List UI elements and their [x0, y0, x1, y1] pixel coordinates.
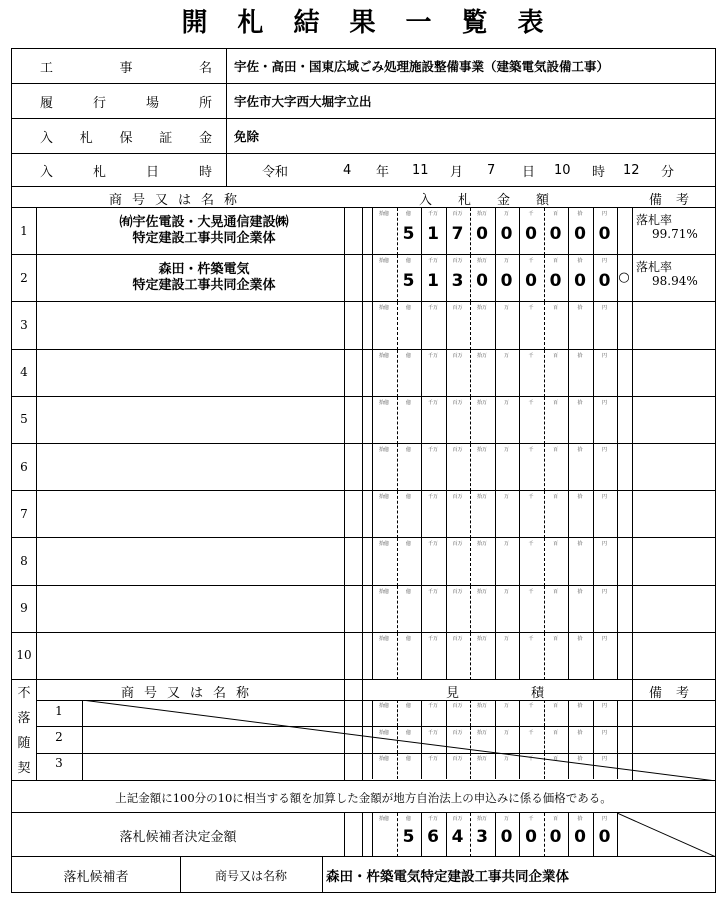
bid-digit: 0 — [525, 270, 537, 291]
row-number: 10 — [16, 648, 32, 663]
datetime-row — [12, 154, 715, 187]
winner-label: 落札候補者 — [12, 857, 181, 893]
digit-unit-label: 千 — [528, 588, 534, 595]
digit-unit-label: 百万 — [452, 541, 463, 548]
digit-unit-label: 拾万 — [476, 635, 487, 642]
row-number: 8 — [20, 553, 28, 568]
digit-unit-label: 百万 — [452, 352, 463, 359]
digit-separator — [617, 727, 618, 753]
bid-row — [12, 538, 715, 585]
digit-unit-label: 億 — [405, 447, 411, 453]
digit-unit-label: 拾億 — [378, 399, 389, 406]
decided-digit: 0 — [549, 827, 562, 847]
column-divider — [632, 208, 633, 254]
digit-unit-label: 万 — [503, 352, 509, 359]
row-number: 3 — [20, 317, 28, 332]
column-divider — [362, 491, 363, 537]
digit-unit-label: 億 — [405, 816, 411, 822]
bond-row — [12, 119, 715, 154]
bid-row — [12, 255, 715, 302]
digit-unit-label: 百 — [552, 756, 558, 762]
month-unit: 月 — [450, 164, 464, 180]
digit-separator — [617, 586, 618, 633]
column-divider — [362, 444, 363, 490]
digit-unit-label: 百万 — [452, 494, 463, 501]
digit-unit-label: 千万 — [427, 588, 438, 595]
digit-unit-label: 百 — [552, 494, 558, 501]
digit-unit-label: 万 — [503, 756, 509, 762]
column-divider — [36, 586, 37, 632]
digit-unit-label: 円 — [601, 211, 607, 217]
digit-unit-label: 拾億 — [378, 211, 389, 217]
decided-digit: 3 — [476, 827, 488, 847]
digit-unit-label: 千 — [528, 399, 534, 406]
column-divider — [36, 397, 37, 443]
remark-value: 99.71% — [652, 227, 698, 241]
column-divider — [632, 538, 633, 584]
digit-separator — [617, 813, 618, 857]
digit-unit-label: 拾 — [577, 352, 583, 359]
digit-separator — [617, 753, 618, 779]
year-value: 4 — [343, 162, 352, 178]
bid-row — [12, 586, 715, 633]
digit-unit-label: 拾 — [577, 541, 583, 548]
digit-unit-label: 拾億 — [378, 703, 389, 709]
column-divider — [344, 491, 345, 537]
column-divider — [362, 813, 363, 857]
bid-digit: 0 — [598, 223, 611, 244]
digit-unit-label: 千 — [528, 703, 534, 709]
column-divider — [632, 633, 633, 679]
page-title: 開札結果一覧表 — [181, 8, 574, 38]
row-number: 7 — [20, 506, 28, 521]
digit-unit-label: 拾億 — [378, 352, 389, 359]
company-name-line1: 森田・杵築電気 — [158, 262, 250, 278]
digit-unit-label: 千万 — [427, 352, 438, 359]
digit-unit-label: 拾 — [577, 258, 583, 265]
digit-separator — [617, 633, 618, 680]
column-divider — [344, 633, 345, 679]
bid-digit: 0 — [549, 270, 562, 291]
digit-unit-label: 百万 — [452, 211, 463, 217]
negotiated-side-char: 契 — [17, 761, 31, 776]
column-divider — [36, 538, 37, 584]
column-divider — [632, 586, 633, 632]
digit-unit-label: 千万 — [427, 305, 438, 312]
digit-unit-label: 千 — [528, 541, 534, 548]
bid-digit: 7 — [451, 223, 464, 244]
column-divider — [632, 491, 633, 537]
digit-unit-label: 拾億 — [378, 494, 389, 501]
winner-mark: ○ — [618, 269, 630, 285]
digit-unit-label: 万 — [503, 588, 509, 595]
digit-separator — [617, 491, 618, 538]
bid-digit: 0 — [525, 223, 537, 244]
bid-row — [12, 350, 715, 397]
digit-unit-label: 円 — [601, 703, 607, 709]
negotiated-side-char: 随 — [17, 736, 31, 751]
bid-digit: 0 — [574, 223, 586, 244]
digit-unit-label: 万 — [503, 447, 509, 453]
digit-unit-label: 万 — [503, 399, 509, 406]
column-divider — [344, 538, 345, 584]
digit-unit-label: 億 — [405, 756, 411, 762]
column-divider — [362, 586, 363, 632]
bid-digit: 3 — [451, 270, 464, 291]
negotiated-header-remarks: 備考 — [648, 686, 703, 701]
digit-unit-label: 円 — [601, 494, 607, 501]
digit-unit-label: 百 — [552, 541, 558, 548]
minute-value: 12 — [623, 162, 640, 178]
digit-unit-label: 円 — [601, 447, 607, 453]
digit-unit-label: 億 — [405, 352, 411, 359]
digit-unit-label: 万 — [503, 258, 509, 265]
column-divider — [36, 491, 37, 537]
footnote-row — [12, 781, 715, 813]
column-divider — [36, 633, 37, 679]
digit-unit-label: 拾万 — [476, 352, 487, 359]
digit-unit-label: 拾億 — [378, 729, 389, 736]
header-remarks: 備考 — [648, 193, 703, 208]
company-name-line1: ㈲宇佐電設・大晃通信建設㈱ — [119, 215, 289, 230]
digit-unit-label: 千 — [528, 729, 534, 736]
column-divider — [344, 813, 345, 857]
digit-unit-label: 億 — [405, 703, 411, 709]
digit-unit-label: 万 — [503, 541, 509, 548]
digit-unit-label: 千万 — [427, 816, 438, 822]
column-divider — [36, 444, 37, 490]
digit-unit-label: 万 — [503, 305, 509, 312]
digit-unit-label: 百 — [552, 703, 558, 709]
digit-separator — [617, 444, 618, 491]
digit-unit-label: 拾 — [577, 399, 583, 406]
winner-name: 森田・杵築電気特定建設工事共同企業体 — [326, 869, 569, 885]
digit-separator — [617, 538, 618, 585]
digit-unit-label: 千万 — [427, 399, 438, 406]
negotiated-row-number: 2 — [55, 730, 63, 744]
digit-unit-label: 億 — [405, 399, 411, 406]
digit-unit-label: 百 — [552, 729, 558, 736]
column-divider — [36, 350, 37, 396]
digit-unit-label: 拾億 — [378, 305, 389, 312]
column-divider — [344, 586, 345, 632]
digit-unit-label: 百万 — [452, 729, 463, 736]
digit-unit-label: 百 — [552, 588, 558, 595]
digit-unit-label: 拾万 — [476, 447, 487, 453]
bid-digit: 0 — [500, 270, 513, 291]
winner-name-label: 商号又は名称 — [180, 857, 323, 893]
negotiated-header-name: 商号又は名称 — [120, 686, 259, 701]
header-bid-amount: 入札金額 — [418, 193, 575, 208]
digit-separator — [617, 208, 618, 255]
digit-unit-label: 拾万 — [476, 703, 487, 709]
location-value: 宇佐市大字西大堀字立出 — [234, 94, 372, 109]
digit-unit-label: 千万 — [427, 703, 438, 709]
hour-value: 10 — [554, 162, 571, 178]
bid-digit: 0 — [549, 223, 562, 244]
digit-unit-label: 億 — [405, 211, 411, 217]
bond-value: 免除 — [234, 129, 260, 144]
row-number: 6 — [20, 459, 28, 474]
digit-unit-label: 千万 — [427, 211, 438, 217]
digit-unit-label: 円 — [601, 541, 607, 548]
negotiated-header-estimate: 見 積 — [445, 686, 548, 701]
bid-digit: 1 — [427, 223, 439, 244]
digit-unit-label: 拾 — [577, 703, 583, 709]
digit-unit-label: 拾億 — [378, 541, 389, 548]
project-name-value: 宇佐・高田・国東広域ごみ処理施設整備事業（建築電気設備工事） — [234, 59, 610, 74]
digit-unit-label: 千 — [528, 211, 534, 217]
bid-row — [12, 397, 715, 444]
digit-unit-label: 円 — [601, 352, 607, 359]
digit-unit-label: 百万 — [452, 258, 463, 265]
digit-unit-label: 千万 — [427, 447, 438, 453]
bid-digit: 0 — [476, 270, 488, 291]
column-divider — [344, 302, 345, 348]
digit-unit-label: 百 — [552, 399, 558, 406]
location-label: 履 行 場 所 — [12, 84, 227, 118]
decided-digit: 0 — [598, 827, 611, 847]
column-divider — [632, 444, 633, 490]
digit-unit-label: 千万 — [427, 541, 438, 548]
digit-unit-label: 百万 — [452, 588, 463, 595]
column-divider — [362, 397, 363, 443]
decided-digit: 0 — [574, 827, 586, 847]
digit-unit-label: 拾億 — [378, 258, 389, 265]
column-divider — [344, 350, 345, 396]
digit-unit-label: 拾 — [577, 305, 583, 312]
remark-value: 98.94% — [652, 274, 698, 289]
bid-row — [12, 633, 715, 680]
digit-unit-label: 千 — [528, 258, 534, 265]
digit-unit-label: 拾億 — [378, 635, 389, 642]
digit-unit-label: 千万 — [427, 635, 438, 642]
location-row — [12, 84, 715, 119]
decided-amount-label: 落札候補者決定金額 — [119, 830, 237, 845]
digit-unit-label: 百万 — [452, 756, 463, 762]
bid-row — [12, 302, 715, 349]
negotiated-row-number: 1 — [55, 704, 63, 718]
digit-unit-label: 百 — [552, 447, 558, 453]
row-number: 4 — [20, 365, 28, 380]
column-divider — [362, 633, 363, 679]
column-divider — [362, 350, 363, 396]
negotiated-side-char: 不 — [17, 686, 31, 701]
bid-digit: 0 — [476, 223, 488, 244]
digit-unit-label: 拾万 — [476, 399, 487, 406]
year-unit: 年 — [376, 164, 390, 180]
column-divider — [632, 350, 633, 396]
digit-unit-label: 千 — [528, 635, 534, 642]
column-divider — [36, 208, 37, 254]
digit-unit-label: 億 — [405, 635, 411, 642]
digit-unit-label: 千 — [528, 305, 534, 312]
column-divider — [36, 302, 37, 348]
bid-row — [12, 444, 715, 491]
digit-unit-label: 円 — [601, 305, 607, 312]
bond-label: 入 札 保 証 金 — [12, 119, 227, 153]
digit-unit-label: 億 — [405, 588, 411, 595]
bid-row — [12, 208, 715, 255]
digit-unit-label: 千 — [528, 816, 534, 822]
negotiated-box — [12, 680, 715, 781]
decided-digit: 4 — [451, 827, 464, 847]
digit-unit-label: 拾万 — [476, 816, 487, 822]
digit-unit-label: 円 — [601, 588, 607, 595]
digit-unit-label: 拾 — [577, 494, 583, 501]
strike-diagonal — [617, 813, 716, 857]
digit-separator — [617, 350, 618, 397]
digit-unit-label: 億 — [405, 729, 411, 736]
bid-row — [12, 491, 715, 538]
column-divider — [632, 255, 633, 301]
column-divider — [632, 302, 633, 348]
column-divider — [362, 538, 363, 584]
datetime-label: 入 札 日 時 — [12, 154, 227, 186]
digit-unit-label: 拾億 — [378, 588, 389, 595]
digit-unit-label: 万 — [503, 703, 509, 709]
bid-digit: 5 — [402, 223, 415, 244]
digit-unit-label: 拾万 — [476, 729, 487, 736]
digit-unit-label: 億 — [405, 305, 411, 312]
digit-unit-label: 拾 — [577, 211, 583, 217]
month-value: 11 — [412, 162, 429, 178]
row-number: 2 — [20, 270, 28, 285]
digit-unit-label: 拾万 — [476, 211, 487, 217]
day-unit: 日 — [522, 164, 536, 180]
column-divider — [632, 397, 633, 443]
bid-digit: 0 — [574, 270, 586, 291]
digit-unit-label: 万 — [503, 494, 509, 501]
digit-unit-label: 万 — [503, 211, 509, 217]
decided-digit: 0 — [500, 827, 513, 847]
decided-digit: 0 — [525, 827, 537, 847]
row-number: 9 — [20, 601, 28, 616]
digit-unit-label: 円 — [601, 729, 607, 736]
digit-unit-label: 百 — [552, 635, 558, 642]
decided-digit: 6 — [427, 827, 439, 847]
digit-unit-label: 百 — [552, 305, 558, 312]
hour-unit: 時 — [592, 164, 606, 180]
company-name-line2: 特定建設工事共同企業体 — [132, 231, 276, 246]
bid-digit: 0 — [598, 270, 611, 291]
digit-unit-label: 拾億 — [378, 756, 389, 762]
digit-unit-label: 拾万 — [476, 258, 487, 265]
project-name-row — [12, 49, 715, 84]
digit-unit-label: 円 — [601, 816, 607, 822]
bid-digit: 1 — [427, 270, 439, 291]
column-divider — [344, 444, 345, 490]
digit-unit-label: 拾万 — [476, 756, 487, 762]
digit-unit-label: 千万 — [427, 494, 438, 501]
era-label: 令和 — [262, 164, 289, 180]
digit-unit-label: 千万 — [427, 729, 438, 736]
minute-unit: 分 — [661, 164, 675, 180]
decided-digit: 5 — [402, 827, 415, 847]
digit-separator — [617, 397, 618, 444]
digit-unit-label: 円 — [601, 258, 607, 265]
digit-unit-label: 千 — [528, 447, 534, 453]
digit-unit-label: 億 — [405, 494, 411, 501]
digit-unit-label: 拾 — [577, 447, 583, 453]
digit-unit-label: 万 — [503, 729, 509, 736]
digit-unit-label: 拾万 — [476, 305, 487, 312]
bid-table-header — [12, 187, 715, 208]
remark-label: 落札率 — [636, 260, 673, 275]
negotiated-row-number: 3 — [55, 756, 63, 770]
column-divider — [344, 397, 345, 443]
company-name-line2: 特定建設工事共同企業体 — [132, 278, 276, 294]
digit-unit-label: 百万 — [452, 635, 463, 642]
digit-unit-label: 百 — [552, 352, 558, 359]
negotiated-side-char: 落 — [17, 711, 31, 726]
digit-unit-label: 百万 — [452, 447, 463, 453]
digit-unit-label: 百万 — [452, 816, 463, 822]
digit-separator — [617, 302, 618, 349]
digit-unit-label: 百 — [552, 816, 558, 822]
digit-unit-label: 拾 — [577, 756, 583, 762]
digit-unit-label: 拾億 — [378, 816, 389, 822]
digit-unit-label: 拾億 — [378, 447, 389, 453]
digit-unit-label: 拾 — [577, 635, 583, 642]
bid-digit: 5 — [402, 270, 415, 291]
digit-unit-label: 拾万 — [476, 588, 487, 595]
column-divider — [362, 302, 363, 348]
bid-digit: 0 — [500, 223, 513, 244]
digit-unit-label: 円 — [601, 756, 607, 762]
digit-unit-label: 千 — [528, 494, 534, 501]
digit-unit-label: 千万 — [427, 756, 438, 762]
digit-unit-label: 円 — [601, 399, 607, 406]
digit-unit-label: 万 — [503, 816, 509, 822]
digit-unit-label: 百万 — [452, 305, 463, 312]
digit-unit-label: 百 — [552, 258, 558, 265]
digit-unit-label: 拾万 — [476, 494, 487, 501]
digit-unit-label: 万 — [503, 635, 509, 642]
digit-unit-label: 拾 — [577, 816, 583, 822]
digit-unit-label: 百 — [552, 211, 558, 217]
digit-separator — [617, 700, 618, 726]
decided-amount-row — [12, 813, 715, 857]
digit-unit-label: 拾 — [577, 588, 583, 595]
remark-label: 落札率 — [636, 213, 673, 227]
digit-unit-label: 拾万 — [476, 541, 487, 548]
strike-diagonal — [82, 700, 716, 781]
digit-separator — [617, 255, 618, 302]
column-divider — [36, 255, 37, 301]
digit-unit-label: 百万 — [452, 703, 463, 709]
digit-unit-label: 千 — [528, 352, 534, 359]
digit-unit-label: 百万 — [452, 399, 463, 406]
digit-unit-label: 億 — [405, 541, 411, 548]
result-sheet — [11, 48, 716, 893]
digit-unit-label: 円 — [601, 635, 607, 642]
header-company-name: 商号又は名称 — [108, 193, 247, 208]
day-value: 7 — [487, 162, 496, 178]
project-name-label: 工 事 名 — [12, 49, 227, 83]
digit-unit-label: 千 — [528, 756, 534, 762]
row-number: 1 — [20, 223, 28, 238]
footnote-text: 上記金額に100分の10に相当する額を加算した金額が地方自治法上の申込みに係る価格である。 — [115, 791, 612, 805]
winner-row — [12, 857, 715, 893]
digit-unit-label: 拾 — [577, 729, 583, 736]
row-number: 5 — [20, 412, 28, 427]
digit-unit-label: 億 — [405, 258, 411, 265]
digit-unit-label: 千万 — [427, 258, 438, 265]
